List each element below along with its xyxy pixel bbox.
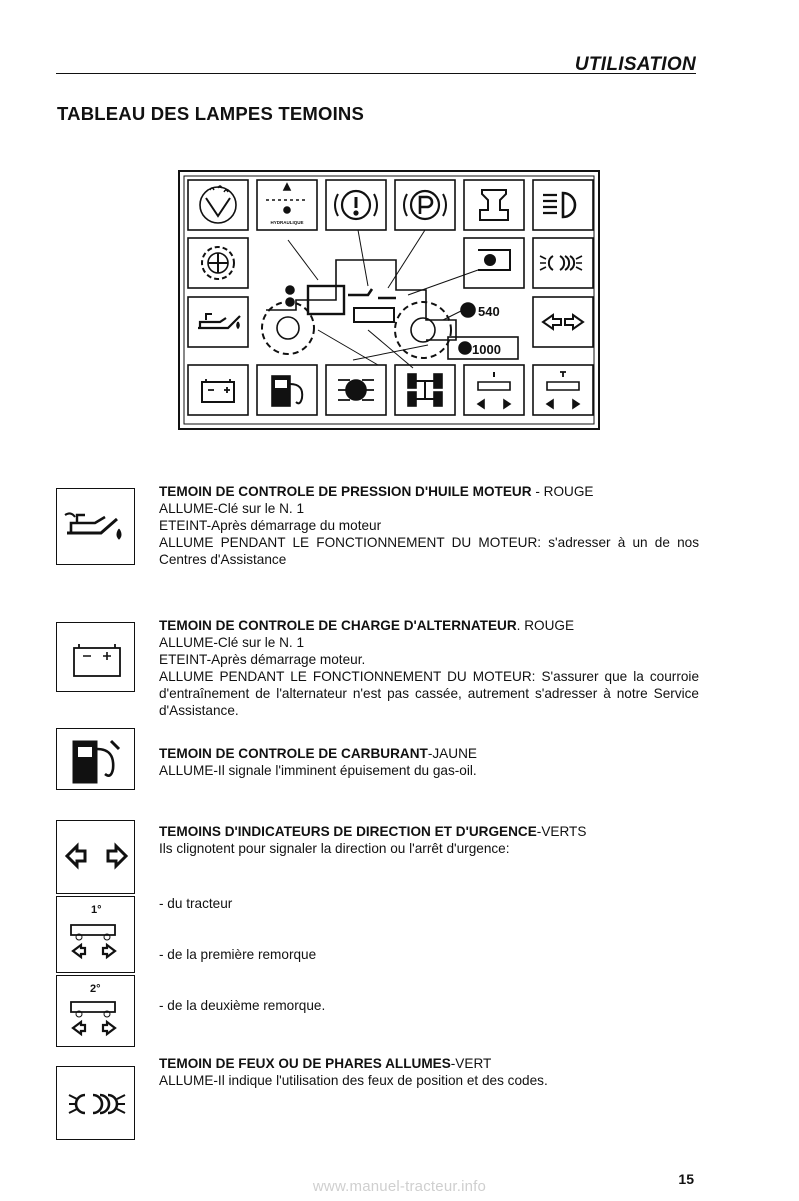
battery-icon	[188, 365, 248, 415]
header-rule	[56, 73, 696, 74]
hydraulic-label: HYDRAULIQUE	[270, 220, 304, 225]
warning-lamp-panel	[178, 170, 600, 430]
entry-color: -VERT	[450, 1056, 492, 1071]
entry-color: -JAUNE	[427, 746, 477, 761]
entry-line: ALLUME PENDANT LE FONCTIONNEMENT DU MOTEUR: S'assurer que la courroie d'entraînement de l'alternateur n'est pas cassée, autrement s'adresser à notre Service d'Assistance.	[159, 669, 699, 718]
tractor-outline-icon	[262, 230, 478, 368]
entry-title: TEMOIN DE CONTROLE DE CHARGE D'ALTERNATEUR	[159, 618, 517, 633]
oil-can-icon	[188, 297, 248, 347]
entry-line: Ils clignotent pour signaler la direction ou l'arrêt d'urgence:	[159, 841, 510, 856]
entry-oil-pressure	[159, 483, 699, 568]
entry-color: - ROUGE	[531, 484, 594, 499]
entry-line: ALLUME-Clé sur le N. 1	[159, 635, 305, 650]
pto-540-icon	[461, 303, 500, 319]
entry-line: ETEINT-Après démarrage du moteur	[159, 518, 382, 533]
subitem-second-trailer: - de la deuxième remorque.	[159, 998, 326, 1013]
entry-line: ALLUME-Il indique l'utilisation des feux de position et des codes.	[159, 1073, 548, 1088]
position-lights-icon	[533, 238, 593, 288]
entry-title: TEMOIN DE FEUX OU DE PHARES ALLUMES	[159, 1056, 451, 1071]
hydraulic-level-icon	[257, 180, 317, 230]
gear-icon	[188, 238, 248, 288]
entry-color: -VERTS	[536, 824, 587, 839]
parking-brake-icon	[395, 180, 455, 230]
four-wheel-drive-icon	[395, 365, 455, 415]
first-trailer-indicator-icon	[56, 896, 135, 973]
page-title: TABLEAU DES LAMPES TEMOINS	[57, 103, 365, 124]
air-filter-icon	[326, 365, 386, 415]
fuel-pump-icon	[257, 365, 317, 415]
entry-title: TEMOINS D'INDICATEURS DE DIRECTION ET D'URGENCE	[159, 824, 537, 839]
entry-title: TEMOIN DE CONTROLE DE CARBURANT	[159, 746, 428, 761]
headlight-icon	[533, 180, 593, 230]
position-lights-indicator-icon	[56, 1066, 135, 1140]
pto-540-label: 540	[478, 304, 500, 319]
direction-indicator-icon	[56, 820, 135, 894]
entry-line: ALLUME-Il signale l'imminent épuisement du gas-oil.	[159, 763, 477, 778]
entry-alternator	[159, 617, 699, 719]
fuel-level-icon	[56, 728, 135, 790]
second-trailer-badge: 2°	[90, 983, 101, 995]
direction-arrows-icon	[533, 297, 593, 347]
second-trailer-indicator-icon	[56, 975, 135, 1047]
subitem-first-trailer: - de la première remorque	[159, 947, 317, 962]
oil-pressure-icon	[56, 488, 135, 565]
section-title: UTILISATION	[574, 54, 696, 75]
entry-line: ETEINT-Après démarrage moteur.	[159, 652, 366, 667]
seat-icon	[464, 180, 524, 230]
trailer-1-icon	[464, 365, 524, 415]
watermark: www.manuel-tracteur.info	[312, 1178, 487, 1195]
alternator-battery-icon	[56, 622, 135, 692]
first-trailer-badge: 1°	[91, 904, 102, 916]
entry-color: . ROUGE	[516, 618, 575, 633]
entry-line: ALLUME PENDANT LE FONCTIONNEMENT DU MOTEUR: s'adresser à un de nos Centres d'Assistance	[159, 535, 699, 567]
subitem-tractor: - du tracteur	[159, 896, 233, 911]
entry-title: TEMOIN DE CONTROLE DE PRESSION D'HUILE MOTEUR	[159, 484, 532, 499]
page-number: 15	[678, 1171, 694, 1187]
fuel-filter-icon	[464, 238, 524, 288]
entry-lights	[159, 1055, 699, 1089]
entry-direction-indicators	[159, 823, 699, 857]
warning-circle-icon	[326, 180, 386, 230]
trailer-2-icon	[533, 365, 593, 415]
brake-fluid-icon	[188, 180, 248, 230]
pto-1000-label: 1000	[472, 342, 501, 357]
entry-line: ALLUME-Clé sur le N. 1	[159, 501, 305, 516]
pto-1000-icon	[448, 337, 518, 359]
entry-fuel	[159, 745, 699, 779]
